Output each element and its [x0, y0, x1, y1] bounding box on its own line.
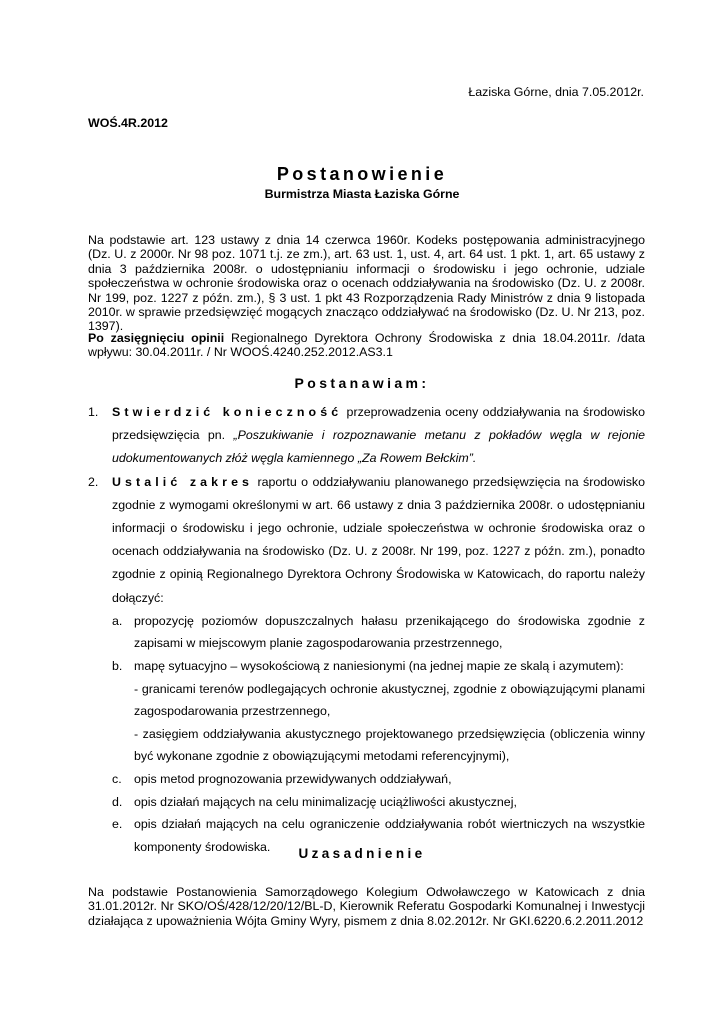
- subitem-text: opis działań mających na celu ograniczenie oddziaływania robót wiertniczych na wszystkie komponenty środowiska.: [134, 817, 645, 854]
- item-keyword: Stwierdzić konieczność: [112, 405, 343, 419]
- subitem-letter: d.: [112, 794, 123, 809]
- justification-heading: Uzasadnienie: [298, 846, 426, 861]
- item-number: 1.: [88, 405, 99, 419]
- item-keyword: Ustalić zakres: [112, 474, 254, 489]
- opinion-lead: Po zasięgnięciu opinii: [88, 331, 225, 345]
- subitem-text: opis działań mających na celu minimalizację uciążliwości akustycznej,: [134, 794, 517, 809]
- subitem-letter: c.: [112, 771, 122, 786]
- document-subtitle: Burmistrza Miasta Łaziska Górne: [264, 187, 460, 201]
- subitem-c: [112, 768, 645, 791]
- project-name: „Poszukiwanie i rozpoznawanie metanu z pokładów węgla w rejonie udokumentowanych złóż węgla kamiennego „Za Rowem Bełckim”.: [112, 428, 646, 466]
- dash-item-1: - granicami terenów podlegających ochronie akustycznej, zgodnie z obowiązującymi planami zagospodarowania przestrzennego,: [134, 681, 645, 719]
- subitem-letter: b.: [112, 659, 123, 674]
- subitem-text: mapę sytuacyjno – wysokościową z naniesionymi (na jednej mapie ze skalą i azymutem):: [134, 659, 624, 674]
- decision-heading: Postanawiam:: [294, 375, 430, 391]
- subitem-a: [112, 610, 645, 655]
- document-title: Postanowienie: [276, 164, 448, 184]
- item-text: przeprowadzenia oceny oddziaływania na środowisko przedsięwzięcia pn.: [112, 405, 645, 443]
- subitem-text: opis metod prognozowania przewidywanych oddziaływań,: [134, 771, 452, 786]
- subitem-letter: a.: [112, 613, 123, 628]
- opinion-paragraph: [88, 331, 645, 360]
- item-number: 2.: [88, 474, 99, 489]
- legal-basis-paragraph: Na podstawie art. 123 ustawy z dnia 14 czerwca 1960r. Kodeks postępowania administracyjnego (Dz. U. z 2000r. Nr 98 poz. 1071 t.j. ze zm.), art. 63 ust. 1, ust. 4, art. 64 ust. 1 pkt. 1, art. 65 ustawy z dnia 3 października 2008r. o udostępnianiu informacji o środowisku i jego ochronie, udziale społeczeństwa w ochronie środowiska oraz o ocenach oddziaływania na środowisko (Dz. U. z 2008r. Nr 199, poz. 1227 z późn. zm.), § 3 ust. 1 pkt 43 Rozporządzenia Rady Ministrów z dnia 9 listopada 2010r. w sprawie przedsięwzięć mogących znacząco oddziaływać na środowisko (Dz. U. Nr 213, poz. 1397).: [88, 233, 645, 334]
- subitem-letter: e.: [112, 817, 123, 832]
- opinion-text: Regionalnego Dyrektora Ochrony Środowiska z dnia 18.04.2011r. /data wpływu: 30.04.2011r. / Nr WOOŚ.4240.252.2012.AS3.1: [88, 331, 645, 360]
- subitem-d: [112, 791, 645, 814]
- decision-list: [88, 401, 645, 858]
- dash-item-2: - zasięgiem oddziaływania akustycznego projektowanego przedsięwzięcia (obliczenia winny być wykonane zgodnie z obowiązującymi metodami referencyjnymi),: [134, 726, 645, 764]
- decision-item-1: [88, 401, 645, 471]
- item-text: raportu o oddziaływaniu planowanego przedsięwzięcia na środowisko zgodnie z wymogami określonymi w art. 66 ustawy z dnia 3 października 2008r. o udostępnianiu informacji o środowisku i jego ochronie, udziale społeczeństwa w ochronie środowiska oraz o ocenach oddziaływania na środowisko (Dz. U. z 2008r. Nr 199, poz. 1227 z późn. zm.), ponadto zgodnie z opinią Regionalnego Dyrektora Ochrony Środowiska w Katowicach, do raportu należy dołączyć:: [112, 474, 645, 605]
- subitem-b: [112, 655, 645, 768]
- subitem-text: propozycję poziomów dopuszczalnych hałasu przenikającego do środowiska zgodnie z zapisami w miejscowym planie zagospodarowania przestrzennego,: [134, 613, 645, 651]
- decision-item-2: [88, 471, 645, 859]
- place-date: Łaziska Górne, dnia 7.05.2012r.: [468, 85, 644, 99]
- justification-paragraph: Na podstawie Postanowienia Samorządowego Kolegium Odwoławczego w Katowicach z dnia 31.01.2012r. Nr SKO/OŚ/428/12/20/12/BL-D, Kierownik Referatu Gospodarki Komunalnej i Inwestycji działająca z upoważnienia Wójta Gminy Wyry, pismem z dnia 8.02.2012r. Nr GKI.6220.6.2.2011.2012: [88, 885, 645, 928]
- case-number: WOŚ.4R.2012: [88, 116, 168, 130]
